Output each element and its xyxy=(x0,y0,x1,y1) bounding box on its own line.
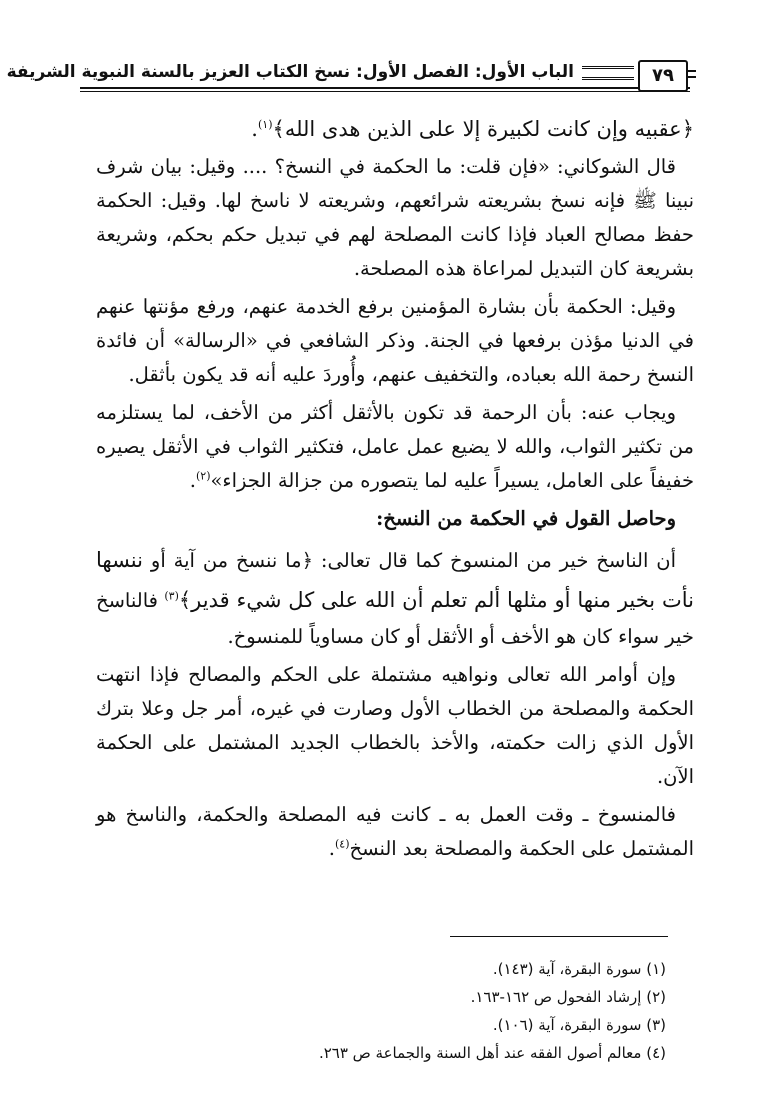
footnote-3: (٣) سورة البقرة، آية (١٠٦). xyxy=(492,1016,666,1034)
footnote-ref: (٣) xyxy=(164,589,179,603)
text-line: وإن أوامر الله تعالى ونواهيه مشتملة على الحكم والمصالح فإذا انتهت xyxy=(96,663,676,686)
text-line: وقيل: الحكمة بأن بشارة المؤمنين برفع الخدمة عنهم، ورفع مؤنتها عنهم في xyxy=(96,295,694,352)
footnote-4: (٤) معالم أصول الفقه عند أهل السنة والجماعة ص ٢٦٣. xyxy=(318,1044,666,1062)
verse-tail-text: ﴿عقبيه وإن كانت لكبيرة إلا على الذين هدى الله﴾ xyxy=(272,117,694,141)
text-line: بعباده، والتخفيف عنهم، وأُوردَ عليه أنه قد يكون بأثقل. xyxy=(128,363,557,386)
main-text xyxy=(96,112,694,870)
footnote-1: (١) سورة البقرة، آية (١٤٣). xyxy=(492,960,666,978)
text-line: فالمنسوخ ـ وقت العمل به ـ كانت فيه المصلحة والحكمة، والناسخ هو xyxy=(96,803,676,826)
running-header xyxy=(6,56,690,94)
header-rule xyxy=(80,87,690,89)
paragraph-response: ويجاب عنه: بأن الرحمة قد تكون بالأثقل أكثر من الأخف، لما يستلزمه من تكثير الثواب، والله لا يضيع عمل عامل، فتكثير الثواب في الأثقل يصيره خفيفاً على العامل، يسيراً عليه لما يتصوره من جزالة الجزاء»$^{(٢)}$. xyxy=(96,401,694,492)
text-line: الذي زالت حكمته، والأخذ بالخطاب الجديد المشتمل على الحكمة الآن. xyxy=(96,731,694,788)
footnote-2: (٢) إرشاد الفحول ص ١٦٢-١٦٣. xyxy=(470,988,666,1006)
text-line: أن الناسخ خير من المنسوخ كما قال تعالى: ﴿ما ننسخ من آية أو xyxy=(150,549,677,572)
text-line: الدنيا مؤذن برفعها في الجنة. وذكر الشافعي في «الرسالة» أن فائدة النسخ رحمة الله xyxy=(96,329,694,386)
footnote-separator xyxy=(450,936,668,937)
text-line: مصالح العباد فإذا كانت المصلحة لهم في تبديل حكم بحكم، وشريعة بشريعة كان xyxy=(96,223,694,280)
header-ornament xyxy=(582,66,634,80)
text-line: ويجاب عنه: بأن الرحمة قد تكون بالأثقل أكثر من الأخف، لما يستلزمه من xyxy=(96,401,694,458)
header-title: الباب الأول: الفصل الأول: نسخ الكتاب العزيز بالسنة النبوية الشريفة xyxy=(3,62,578,82)
paragraph-abrogated: فالمنسوخ ـ وقت العمل به ـ كانت فيه المصلحة والحكمة، والناسخ هو المشتمل على الحكمة والمصلحة بعد النسخ$^{(٤)}$. xyxy=(96,803,694,860)
page-number: ٧٩ xyxy=(638,60,688,92)
text-line: فالناسخ خير سواء كان هو الأخف أو الأثقل أو كان مساوياً للمنسوخ. xyxy=(96,589,694,648)
text-line: على العامل، يسيراً عليه لما يتصوره من جزالة الجزاء xyxy=(222,469,645,492)
header-rule-thin xyxy=(80,91,690,92)
paragraph-wisdom xyxy=(96,290,694,392)
footnotes xyxy=(68,955,666,1067)
text-line: المشتمل على الحكمة والمصلحة بعد النسخ xyxy=(349,837,694,860)
footnote-ref: (١) xyxy=(257,118,273,131)
text-line: ﷺ فإنه نسخ بشريعته شرائعهم، وشريعته لا ناسخ لها. وقيل: الحكمة حفظ xyxy=(96,189,694,246)
text-line: التبديل لمراعاة هذه المصلحة. xyxy=(353,257,594,280)
paragraph-commands xyxy=(96,658,694,794)
footnote-ref: (٤) xyxy=(334,837,350,851)
verse-continuation: ﴿عقبيه وإن كانت لكبيرة إلا على الذين هدى الله﴾$^{(١)}$. xyxy=(251,117,694,141)
header-end-cap xyxy=(686,70,696,78)
verse-line: ننسها نأت بخير منها أو مثلها ألم تعلم أن الله على كل شيء قدير﴾ xyxy=(96,548,695,612)
text-line: تكثير الثواب، والله لا يضيع عمل عامل، فتكثير الثواب في الأثقل يصيره خفيفاً xyxy=(96,435,694,492)
paragraph-verse xyxy=(96,540,694,654)
paragraph-shawkani xyxy=(96,150,694,286)
text-line: قال الشوكاني: «فإن قلت: ما الحكمة في النسخ؟ .... وقيل: بيان شرف نبينا xyxy=(96,155,695,212)
footnote-ref: (٢) xyxy=(195,469,211,483)
text-line: الحكمة والمصلحة من الخطاب الأول وصارت في غيره، أمر جل وعلا بترك الأول xyxy=(96,697,694,754)
section-heading: وحاصل القول في الحكمة من النسخ: xyxy=(376,507,676,530)
